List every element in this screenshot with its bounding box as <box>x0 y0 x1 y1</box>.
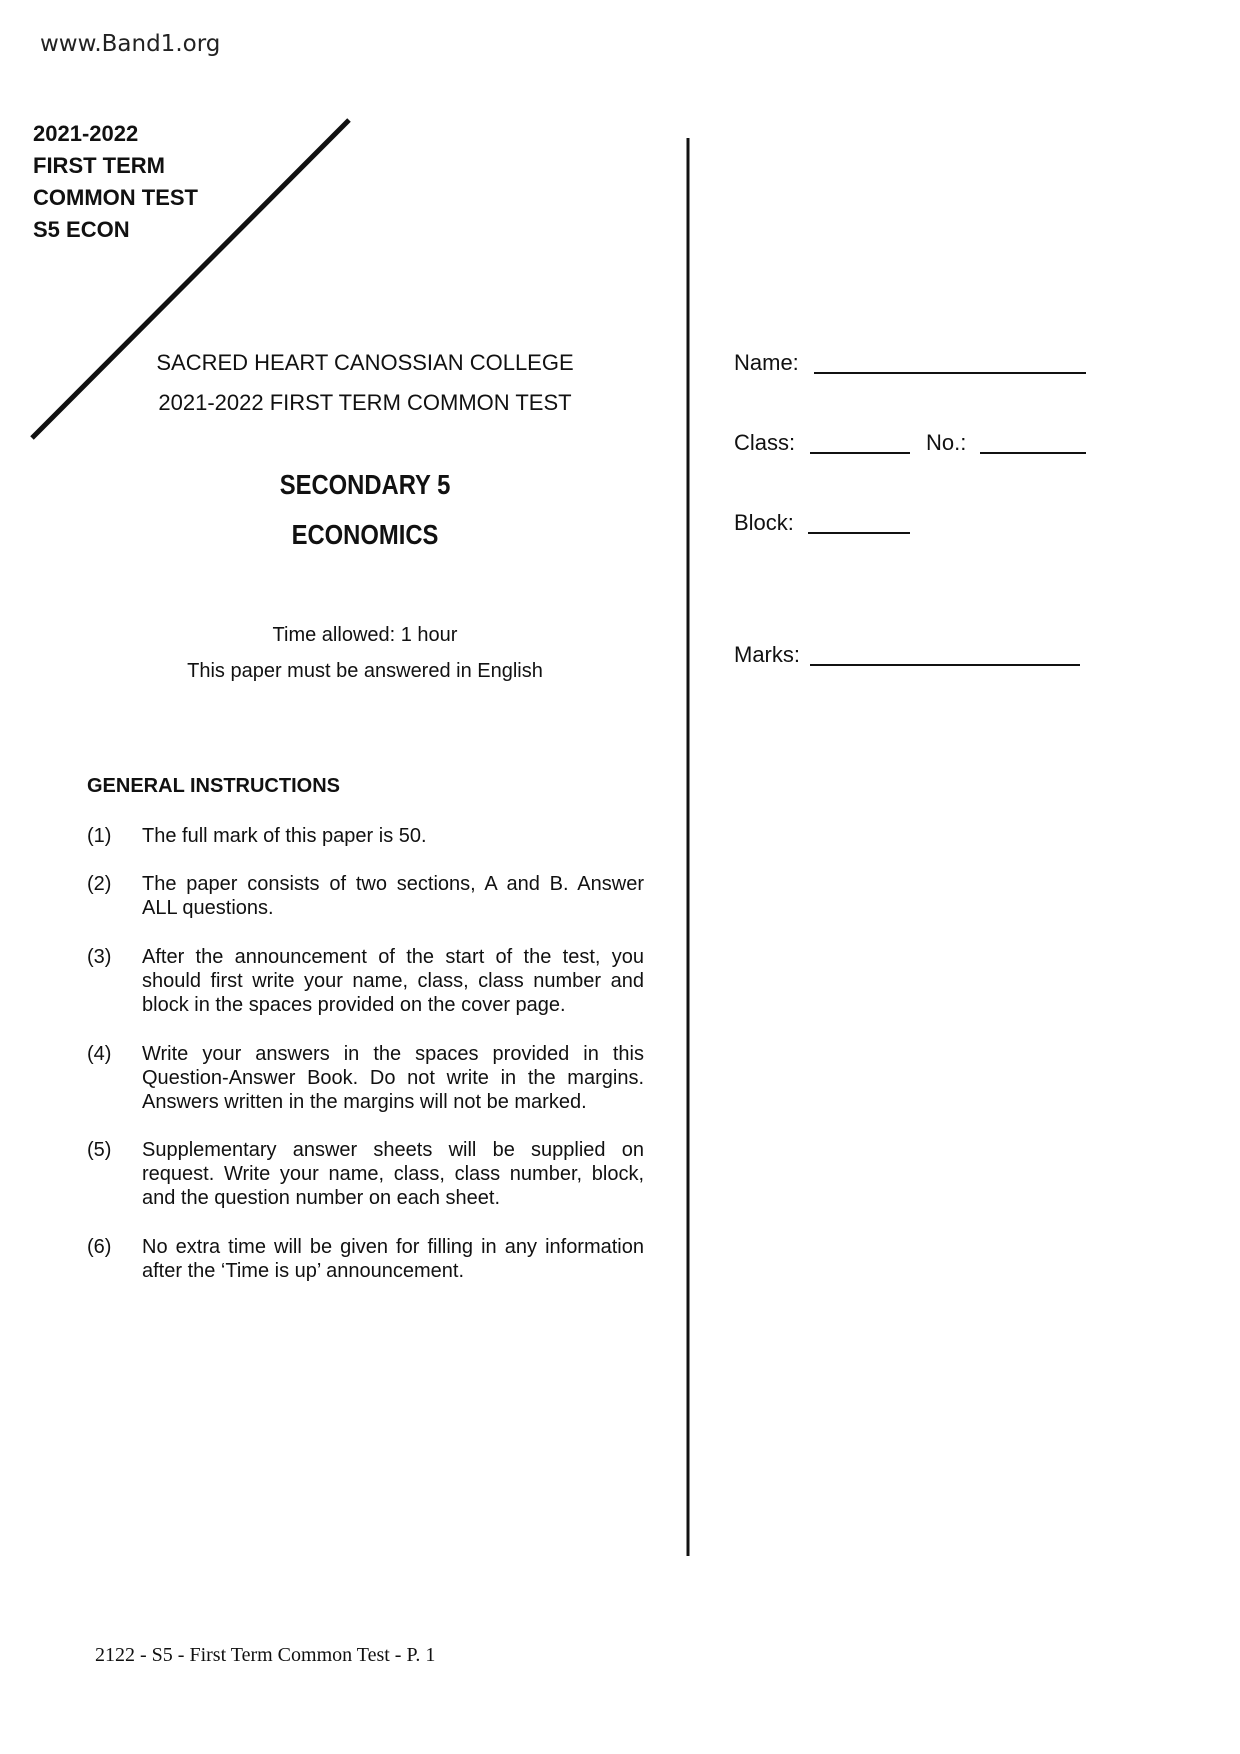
instruction-item <box>87 1138 644 1210</box>
item-text: After the announcement of the start of the test, you should first write your name, class, class number and block in the spaces provided on the cover page. <box>142 946 644 1016</box>
corner-header-line: COMMON TEST <box>33 185 198 210</box>
instruction-item <box>87 1235 644 1283</box>
item-number: (6) <box>87 1236 112 1258</box>
instruction-item <box>87 824 644 848</box>
language-note: This paper must be answered in English <box>187 660 543 682</box>
corner-header-line: FIRST TERM <box>33 153 165 178</box>
test-name: 2021-2022 FIRST TERM COMMON TEST <box>158 390 572 415</box>
corner-header-line: 2021-2022 <box>33 121 139 146</box>
item-number: (2) <box>87 873 112 895</box>
item-text: Write your answers in the spaces provided in this Question-Answer Book. Do not write in the margins. Answers written in the margins will not be marked. <box>142 1043 644 1113</box>
no-label: No.: <box>926 430 967 455</box>
item-text: No extra time will be given for filling in any information after the ‘Time is up’ announcement. <box>142 1236 644 1282</box>
instruction-item <box>87 872 644 920</box>
item-text: The full mark of this paper is 50. <box>142 825 427 847</box>
class-label: Class: <box>734 430 796 455</box>
watermark: www.Band1.org <box>40 31 221 57</box>
instruction-item <box>87 1042 644 1114</box>
number-field[interactable] <box>980 452 1086 454</box>
name-field[interactable] <box>814 372 1086 374</box>
class-field[interactable] <box>810 452 910 454</box>
item-text: Supplementary answer sheets will be supplied on request. Write your name, class, class number, block, and the question number on each sheet. <box>142 1139 644 1209</box>
time-allowed: Time allowed: 1 hour <box>272 624 458 646</box>
paper-level: SECONDARY 5 <box>279 469 451 500</box>
marks-field[interactable] <box>810 664 1080 666</box>
marks-label: Marks: <box>734 642 800 667</box>
block-label: Block: <box>734 510 794 535</box>
instruction-item <box>87 945 644 1017</box>
item-number: (4) <box>87 1043 112 1065</box>
block-field[interactable] <box>808 532 910 534</box>
instructions-heading: GENERAL INSTRUCTIONS <box>87 775 340 797</box>
item-number: (1) <box>87 825 112 847</box>
name-label: Name: <box>734 350 799 375</box>
school-name: SACRED HEART CANOSSIAN COLLEGE <box>156 350 574 375</box>
item-text: The paper consists of two sections, A and B. Answer ALL questions. <box>142 873 644 919</box>
item-number: (3) <box>87 946 112 968</box>
paper-subject: ECONOMICS <box>291 519 439 550</box>
corner-header-line: S5 ECON <box>33 217 130 242</box>
page-footer: 2122 - S5 - First Term Common Test - P. 1 <box>95 1644 436 1666</box>
item-number: (5) <box>87 1139 112 1161</box>
